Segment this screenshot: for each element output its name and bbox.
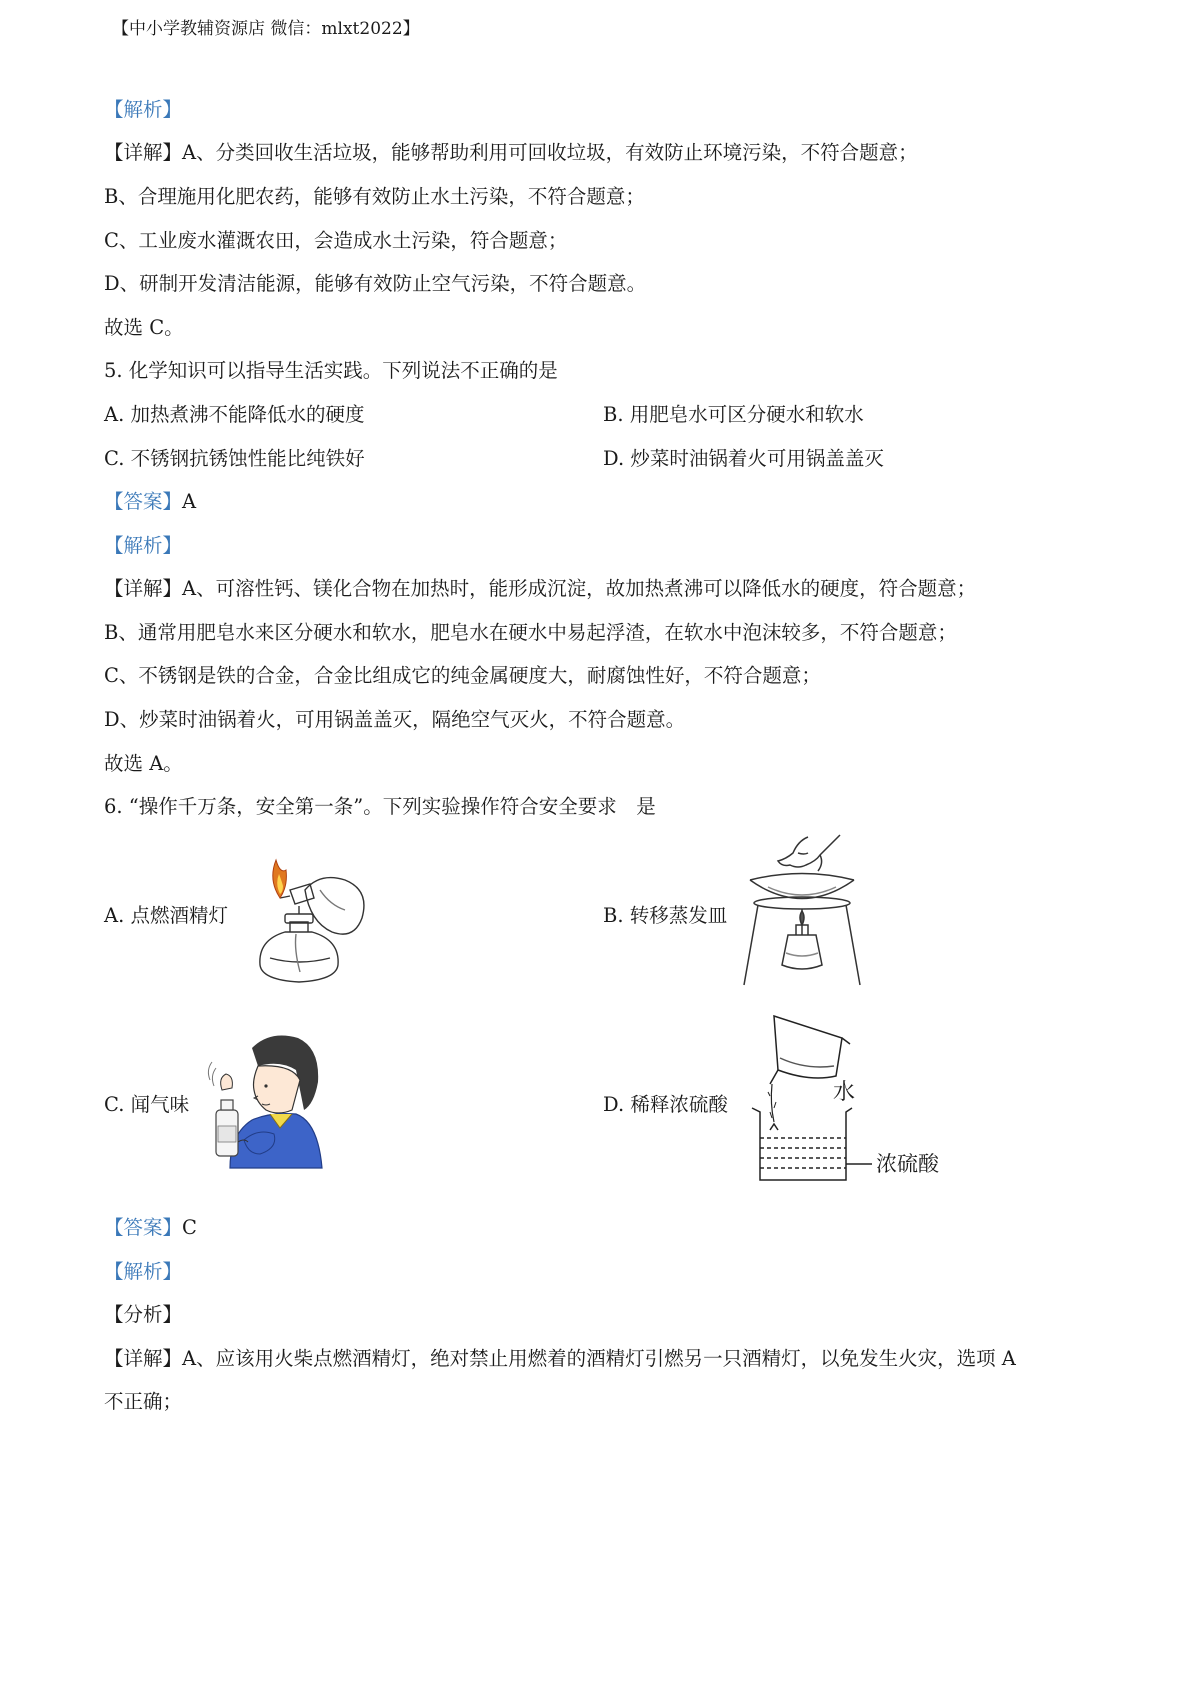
- detail-tag: 【详解】: [104, 141, 183, 164]
- q5-detail-line-c: C、不锈钢是铁的合金，合金比组成它的纯金属硬度大，耐腐蚀性好，不符合题意；: [104, 664, 821, 687]
- detail-tag: 【详解】: [104, 1347, 183, 1370]
- detail-line-a: [104, 140, 918, 166]
- answer-tag: 【答案】: [104, 1216, 183, 1239]
- answer-value: C: [182, 1216, 197, 1239]
- label-concentrated-acid: 浓硫酸: [876, 1152, 939, 1176]
- question-5-stem: 5. 化学知识可以指导生活实践。下列说法不正确的是: [104, 359, 558, 382]
- analysis-tag: 【解析】: [104, 1260, 183, 1283]
- q6-option-c: C. 闻气味: [104, 1093, 190, 1116]
- answer-tag: 【答案】: [104, 490, 183, 513]
- q5-detail-line-a: [104, 576, 976, 602]
- q6-detail-line-a1: [104, 1346, 1016, 1372]
- alcohol-lamp-lighting-figure: [250, 850, 375, 990]
- evaporating-dish-figure: [738, 825, 868, 990]
- q5-option-a: A. 加热煮沸不能降低水的硬度: [104, 403, 365, 426]
- analysis-section-tag: 【分析】: [104, 1303, 183, 1326]
- conclusion: 故选 C。: [104, 316, 184, 339]
- q5-option-d: D. 炒菜时油锅着火可用锅盖盖灭: [603, 447, 884, 470]
- q5-option-b: B. 用肥皂水可区分硬水和软水: [603, 403, 864, 426]
- smelling-gas-figure: [200, 1030, 325, 1170]
- detail-text: A、可溶性钙、镁化合物在加热时，能形成沉淀，故加热煮沸可以降低水的硬度，符合题意；: [182, 577, 977, 600]
- analysis-tag: 【解析】: [104, 98, 183, 121]
- q5-option-c: C. 不锈钢抗锈蚀性能比纯铁好: [104, 447, 365, 470]
- q6-detail-line-a2: 不正确；: [104, 1390, 183, 1413]
- detail-text: A、分类回收生活垃圾，能够帮助利用可回收垃圾，有效防止环境污染，不符合题意；: [182, 141, 918, 164]
- q5-detail-line-b: B、通常用肥皂水来区分硬水和软水，肥皂水在硬水中易起浮渣，在软水中泡沫较多，不符合题意；: [104, 621, 957, 644]
- detail-line-c: C、工业废水灌溉农田，会造成水土污染，符合题意；: [104, 229, 568, 252]
- question-6-stem: 6. “操作千万条，安全第一条”。下列实验操作符合安全要求 是: [104, 795, 656, 818]
- q6-option-d: D. 稀释浓硫酸: [603, 1093, 728, 1116]
- label-water: 水: [833, 1080, 856, 1105]
- q6-option-b: B. 转移蒸发皿: [603, 904, 728, 927]
- detail-line-b: B、合理施用化肥农药，能够有效防止水土污染，不符合题意；: [104, 185, 645, 208]
- detail-line-d: D、研制开发清洁能源，能够有效防止空气污染，不符合题意。: [104, 272, 647, 295]
- q5-conclusion: 故选 A。: [104, 752, 183, 775]
- q5-detail-line-d: D、炒菜时油锅着火，可用锅盖盖灭，隔绝空气灭火，不符合题意。: [104, 708, 686, 731]
- analysis-tag: 【解析】: [104, 534, 183, 557]
- answer-value: A: [182, 490, 197, 513]
- detail-text: A、应该用火柴点燃酒精灯，绝对禁止用燃着的酒精灯引燃另一只酒精灯，以免发生火灾，选项 A: [182, 1347, 1016, 1370]
- q6-answer: [104, 1215, 197, 1241]
- page-header: 【中小学教辅资源店 微信：mlxt2022】: [112, 19, 420, 39]
- q6-option-a: A. 点燃酒精灯: [104, 904, 228, 927]
- q5-answer: [104, 489, 196, 515]
- detail-tag: 【详解】: [104, 577, 183, 600]
